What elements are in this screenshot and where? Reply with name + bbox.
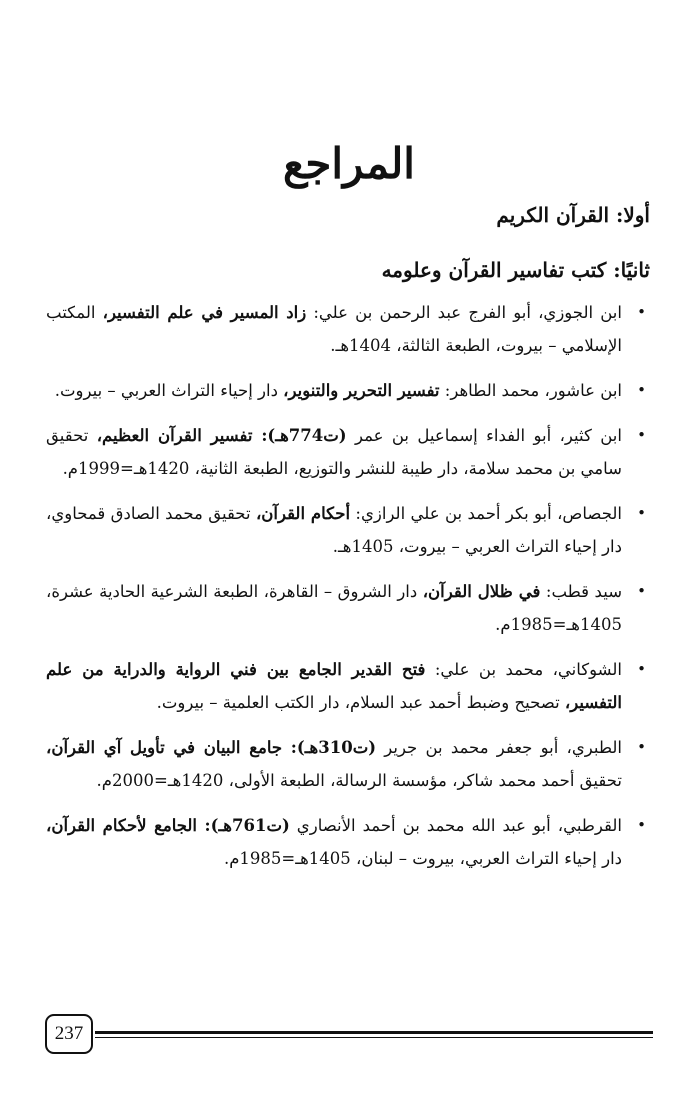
bullet-icon: • — [637, 303, 646, 321]
section-heading-quran: أولا: القرآن الكريم — [496, 203, 650, 227]
page-number: 237 — [45, 1014, 93, 1054]
bullet-icon: • — [637, 582, 646, 600]
reference-item — [46, 419, 650, 485]
reference-author: الشوكاني، محمد بن علي: — [425, 660, 622, 679]
bullet-icon: • — [637, 504, 646, 522]
bullet-icon: • — [637, 738, 646, 756]
reference-title: (ت761هـ): الجامع لأحكام القرآن، — [46, 816, 290, 835]
reference-publication: دار إحياء التراث العربي، بيروت – لبنان، 1405هـ=1985م. — [223, 849, 622, 868]
reference-author: ابن كثير، أبو الفداء إسماعيل بن عمر — [346, 426, 622, 445]
bullet-icon: • — [637, 381, 646, 399]
reference-author: الجصاص، أبو بكر أحمد بن علي الرازي: — [350, 504, 622, 523]
reference-title: أحكام القرآن، — [255, 504, 351, 523]
reference-author: ابن عاشور، محمد الطاهر: — [439, 381, 622, 400]
reference-item — [46, 653, 650, 719]
page-title: المراجع — [283, 139, 415, 188]
section-heading-tafsir-books: ثانيًا: كتب تفاسير القرآن وعلومه — [381, 258, 650, 282]
reference-author: الطبري، أبو جعفر محمد بن جرير — [376, 738, 622, 757]
reference-publication: تحقيق سامي بن محمد سلامة، دار طيبة للنشر والتوزيع، الطبعة الثانية، 1420هـ=1999م. — [46, 426, 622, 478]
reference-title: في ظلال القرآن، — [422, 582, 541, 601]
reference-title: زاد المسير في علم التفسير، — [102, 303, 307, 322]
reference-publication: المكتب الإسلامي – بيروت، الطبعة الثالثة، 1404هـ. — [46, 303, 622, 355]
footer-rule-thin — [95, 1037, 653, 1038]
reference-author: ابن الجوزي، أبو الفرج عبد الرحمن بن علي: — [306, 303, 622, 322]
reference-publication: تحقيق محمد الصادق قمحاوي، دار إحياء التراث العربي – بيروت، 1405هـ. — [46, 504, 622, 556]
reference-title: (ت774هـ): تفسير القرآن العظيم، — [96, 426, 347, 445]
reference-title: (ت310هـ): جامع البيان في تأويل آي القرآن، — [46, 738, 377, 757]
reference-publication: دار الشروق – القاهرة، الطبعة الشرعية الحادية عشرة، 1405هـ=1985م. — [46, 582, 622, 634]
reference-title: فتح القدير الجامع بين فني الرواية والدراية من علم التفسير، — [46, 660, 622, 712]
reference-item — [46, 374, 650, 407]
reference-author: القرطبي، أبو عبد الله محمد بن أحمد الأنصاري — [289, 816, 622, 835]
reference-title: تفسير التحرير والتنوير، — [283, 381, 440, 400]
bullet-icon: • — [637, 816, 646, 834]
reference-item — [46, 731, 650, 797]
reference-item — [46, 296, 650, 362]
bullet-icon: • — [637, 426, 646, 444]
page-footer — [45, 1014, 653, 1054]
reference-item — [46, 809, 650, 875]
reference-item — [46, 497, 650, 563]
footer-rule-thick — [95, 1031, 653, 1034]
reference-item — [46, 575, 650, 641]
bullet-icon: • — [637, 660, 646, 678]
reference-publication: دار إحياء التراث العربي – بيروت. — [54, 381, 284, 400]
reference-publication: تحقيق أحمد محمد شاكر، مؤسسة الرسالة، الطبعة الأولى، 1420هـ=2000م. — [96, 771, 622, 790]
reference-author: سيد قطب: — [540, 582, 623, 601]
reference-publication: تصحيح وضبط أحمد عبد السلام، دار الكتب العلمية – بيروت. — [156, 693, 565, 712]
reference-list — [46, 296, 650, 887]
